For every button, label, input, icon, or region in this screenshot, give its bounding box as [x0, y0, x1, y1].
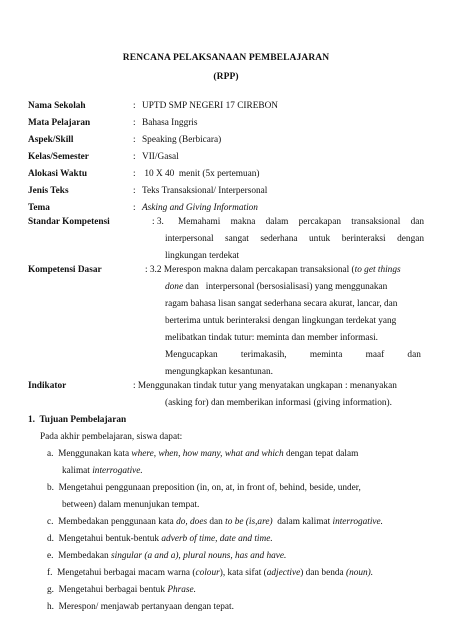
tujuan-item-f: [47, 568, 373, 578]
tujuan-item-c: [47, 517, 383, 527]
kompetensi-dasar-line: [165, 282, 387, 292]
item-italic: Phrase.: [167, 585, 196, 595]
identity-colon: :: [133, 152, 136, 162]
item-italic: adjective: [266, 568, 301, 578]
tujuan-item-h: h. Merespon/ menjawab pertanyaan dengan tepat.: [47, 602, 234, 612]
identity-colon: :: [133, 169, 136, 179]
item-italic: colour: [195, 568, 220, 578]
identity-colon: :: [133, 118, 136, 128]
tujuan-item-a: [47, 449, 358, 459]
identity-colon: :: [133, 101, 136, 111]
identity-value: UPTD SMP NEGERI 17 CIREBON: [142, 101, 279, 111]
item-text: d. Mengetahui bentuk-bentuk: [47, 534, 162, 544]
item-text: a. Menggunakan kata: [47, 449, 132, 459]
kompetensi-dasar-line: mengungkapkan kesantunan.: [165, 367, 273, 377]
kompetensi-dasar-line: berterima untuk berinteraksi dengan lingkungan terdekat yang: [165, 316, 397, 326]
identity-label: Tema: [28, 203, 50, 213]
item-italic: where, when, how many, what and which: [131, 449, 284, 459]
kompetensi-dasar-italic: done: [165, 282, 184, 292]
tujuan-item-e: [47, 551, 286, 561]
item-italic: interrogative.: [332, 517, 384, 527]
item-text: g. Mengetahui berbagai bentuk: [47, 585, 168, 595]
standar-kompetensi-number: : 3.: [152, 217, 164, 227]
kompetensi-dasar-italic: to get things: [354, 265, 401, 275]
standar-kompetensi-line: Memahami makna dalam percakapan transaksional dan: [178, 217, 424, 227]
kompetensi-dasar-text: : 3.2 Merespon makna dalam percakapan transaksional (: [145, 265, 355, 275]
indikator-line: : Menggunakan tindak tutur yang menyatakan ungkapan : menanyakan: [133, 381, 397, 391]
indikator-line: (asking for) dan memberikan informasi (giving information).: [165, 398, 392, 408]
identity-colon: :: [133, 203, 136, 213]
item-text: kalimat: [62, 466, 93, 476]
kompetensi-dasar-label: Kompetensi Dasar: [28, 265, 102, 275]
identity-value: VII/Gasal: [142, 152, 179, 162]
identity-colon: :: [133, 186, 136, 196]
tujuan-item-b: b. Mengetahui penggunaan preposition (in, on, at, in front of, behind, beside, under,: [47, 483, 361, 493]
identity-value: Teks Transaksional/ Interpersonal: [142, 186, 268, 196]
tujuan-item-a-continued: [62, 466, 143, 476]
identity-label: Nama Sekolah: [28, 101, 86, 111]
item-text: dengan tepat dalam: [283, 449, 359, 459]
item-text: ) dan benda: [300, 568, 346, 578]
identity-label: Kelas/Semester: [28, 152, 89, 162]
item-text: c. Membedakan penggunaan kata: [47, 517, 177, 527]
document-title: RENCANA PELAKSANAAN PEMBELAJARAN: [122, 53, 330, 63]
document-subtitle: (RPP): [213, 72, 239, 82]
identity-value: Speaking (Berbicara): [142, 135, 222, 145]
identity-label: Aspek/Skill: [28, 135, 74, 145]
kompetensi-dasar-line: [145, 265, 401, 275]
item-italic: adverb of time, date and time.: [161, 534, 273, 544]
item-italic: to be (is,are): [225, 517, 273, 527]
kompetensi-dasar-line: ragam bahasa lisan sangat sederhana secara akurat, lancar, dan: [165, 299, 398, 309]
indikator-label: Indikator: [28, 381, 67, 391]
tujuan-intro: Pada akhir pembelajaran, siswa dapat:: [40, 432, 183, 442]
standar-kompetensi-line: interpersonal sangat sederhana untuk berinteraksi dengan: [165, 234, 424, 244]
tujuan-heading: 1. Tujuan Pembelajaran: [28, 415, 127, 425]
item-text: dan: [207, 517, 226, 527]
item-text: e. Membedakan: [47, 551, 112, 561]
tujuan-item-g: [47, 585, 196, 595]
item-text: ), kata sifat (: [219, 568, 267, 578]
standar-kompetensi-label: Standar Kompetensi: [28, 217, 110, 227]
identity-value: Asking and Giving Information: [142, 203, 258, 213]
item-italic: singular (a and a), plural nouns, has and have.: [111, 551, 287, 561]
identity-label: Jenis Teks: [28, 186, 69, 196]
item-italic: (noun).: [345, 568, 374, 578]
identity-label: Alokasi Waktu: [28, 169, 87, 179]
identity-value: 10 X 40 menit (5x pertemuan): [142, 169, 260, 179]
identity-value: Bahasa Inggris: [142, 118, 198, 128]
item-text: f. Mengetahui berbagai macam warna (: [47, 568, 196, 578]
item-text: dalam kalimat: [272, 517, 333, 527]
tujuan-item-d: [47, 534, 273, 544]
tujuan-item-b-continued: between) dalam menunjukan tempat.: [62, 500, 200, 510]
identity-label: Mata Pelajaran: [28, 118, 91, 128]
kompetensi-dasar-text: dan interpersonal (bersosialisasi) yang menggunakan: [183, 282, 388, 292]
identity-colon: :: [133, 135, 136, 145]
kompetensi-dasar-line: Mengucapkan terimakasih, meminta maaf dan: [165, 350, 421, 360]
item-italic: do, does: [176, 517, 208, 527]
kompetensi-dasar-line: melibatkan tindak tutur: meminta dan member informasi.: [165, 333, 378, 343]
item-italic: interrogative.: [92, 466, 143, 476]
standar-kompetensi-line: lingkungan terdekat: [165, 251, 240, 261]
